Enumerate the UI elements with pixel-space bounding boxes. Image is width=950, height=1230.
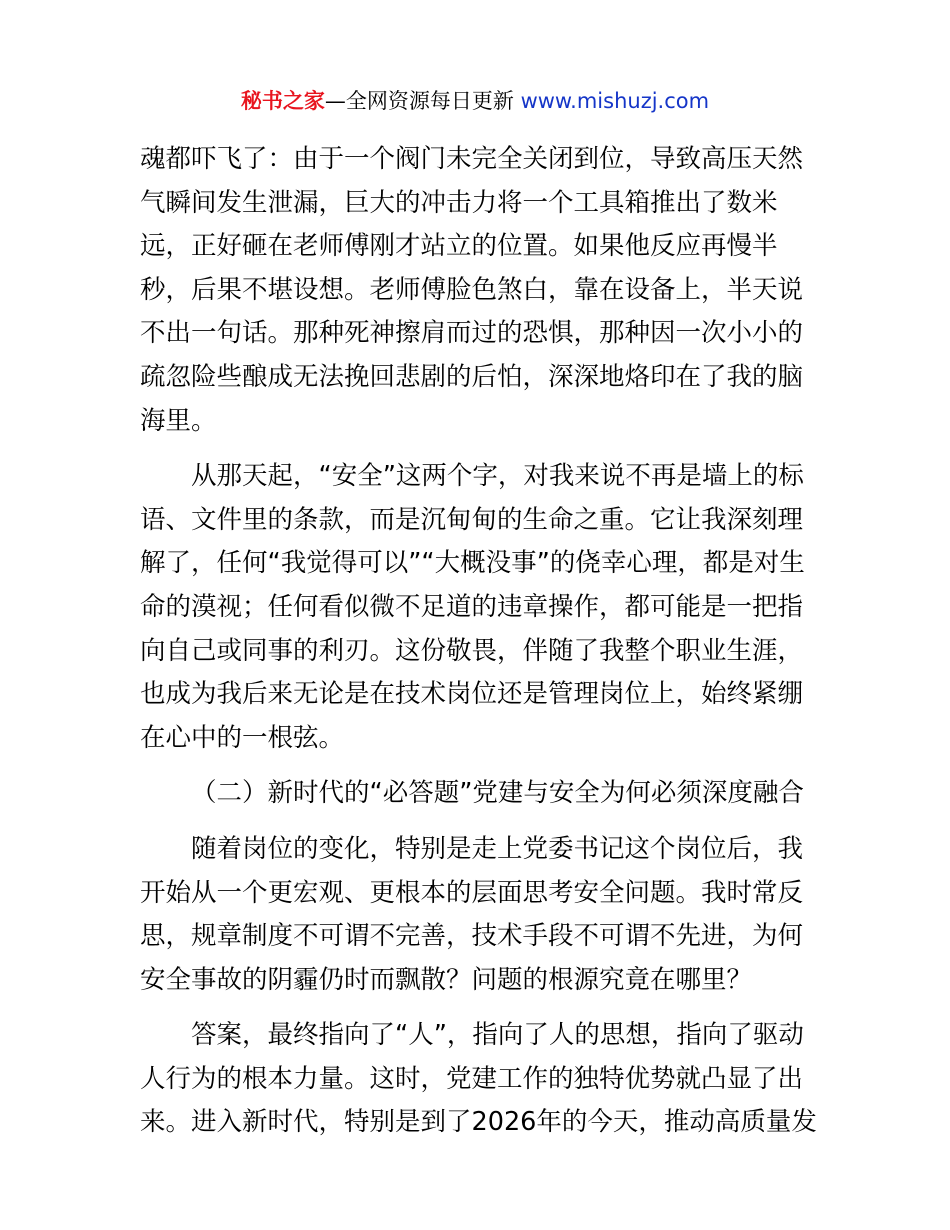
- site-header: [0, 86, 950, 116]
- brand-name: 秘书之家: [240, 89, 325, 113]
- header-tagline: —全网资源每日更新: [324, 89, 521, 113]
- paragraph-safety-meaning: 从那天起，“安全”这两个字，对我来说不再是墙上的标语、文件里的条款，而是沉甸甸的生命之重。它让我深刻理解了，任何“我觉得可以”“大概没事”的侥幸心理，都是对生命的漠视；任何看似微不足道的违章操作，都可能是一把指向自己或同事的利刃。这份敬畏，伴随了我整个职业生涯，也成为我后来无论是在技术岗位还是管理岗位上，始终紧绷在心中的一根弦。: [140, 461, 805, 753]
- paragraph-continuation: 魂都吓飞了：由于一个阀门未完全关闭到位，导致高压天然气瞬间发生泄漏，巨大的冲击力将一个工具箱推出了数米远，正好砸在老师傅刚才站立的位置。如果他反应再慢半秒，后果不堪设想。老师傅脸色煞白，靠在设备上，半天说不出一句话。那种死神擦肩而过的恐惧，那种因一次小小的疏忽险些酿成无法挽回悲剧的后怕，深深地烙印在了我的脑海里。: [140, 144, 804, 436]
- section-heading: （二）新时代的“必答题”党建与安全为何必须深度融合: [191, 778, 804, 809]
- paragraph-reflection: 随着岗位的变化，特别是走上党委书记这个岗位后，我开始从一个更宏观、更根本的层面思考安全问题。我时常反思，规章制度不可谓不完善，技术手段不可谓不先进，为何安全事故的阴霾仍时而飘散？问题的根源究竟在哪里？: [140, 833, 804, 995]
- paragraph-answer: 答案，最终指向了“人”，指向了人的思想，指向了驱动人行为的根本力量。这时，党建工作的独特优势就凸显了出来。进入新时代，特别是到了2026年的今天，推动高质量发: [140, 1020, 817, 1138]
- document-body: [140, 138, 820, 1145]
- site-url-link[interactable]: www.mishuzj.com: [520, 89, 710, 113]
